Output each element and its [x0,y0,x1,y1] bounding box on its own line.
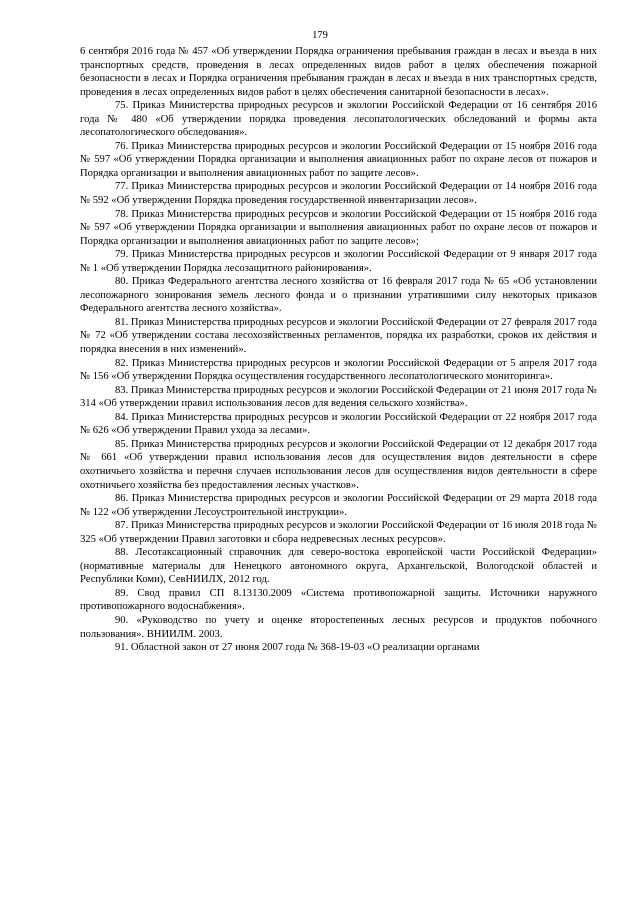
item-number: 76. [115,140,129,152]
item-number: 84. [115,411,129,423]
item-text: Приказ Министерства природных ресурсов и экологии Российской Федерации от 12 декабря 2017 года № 661 «Об утверждении правил использования лесов для осуществления видов деятельности в сфере охотничьего хозяйства и перечня случаев использования лесов для осуществления видов деятельности в сфере охотничьего хозяйства без предоставления лесных участков». [80,438,597,491]
item-text: Приказ Министерства природных ресурсов и экологии Российской Федерации от 16 сентября 2016 года № 480 «Об утверждении порядка проведения лесопатологических обследований и формы акта лесопатологического обследования». [80,100,597,139]
list-item-88 [80,546,597,587]
item-number: 81. [115,316,129,328]
item-number: 79. [115,249,129,261]
list-item-90 [80,614,597,641]
item-number: 86. [115,493,129,505]
item-number: 83. [115,384,129,396]
item-text: Областной закон от 27 июня 2007 года № 368-19-03 «О реализации органами [130,642,480,654]
item-text: Свод правил СП 8.13130.2009 «Система противопожарной защиты. Источники наружного противопожарного водоснабжения». [80,587,597,613]
item-text: Лесотаксационный справочник для северо-востока европейской части Российской Федерации» (нормативные материалы для Ненецкого автономного округа, Архангельской, Вологодской областей и Республики Коми), СевНИИЛХ, 2012 год. [80,547,597,586]
list-item-84 [80,411,597,438]
item-number: 87. [115,520,129,532]
list-item-77 [80,180,597,207]
item-number: 82. [115,357,129,369]
list-item-87 [80,519,597,546]
list-item-81 [80,316,597,357]
item-text: Приказ Министерства природных ресурсов и экологии Российской Федерации от 16 июля 2018 года № 325 «Об утверждении Правил заготовки и сбора недревесных лесных ресурсов». [80,520,597,545]
list-item-80 [80,275,597,316]
list-item-86 [80,492,597,519]
list-item-78 [80,208,597,249]
item-text: «Руководство по учету и оценке второстепенных лесных ресурсов и продуктов побочного пользования». ВНИИЛМ. 2003. [80,614,597,640]
paragraph-text: 6 сентября 2016 года № 457 «Об утверждении Порядка ограничения пребывания граждан в лесах и въезда в них транспортных средств, проведения в лесах определенных видов работ в целях обеспечения пожарной безопасности в лесах и Порядка ограничения пребывания граждан в лесах и въезда в них транспортных средств, проведения в лесах определенных видов работ в целях обеспечения санитарной безопасности в лесах». [80,46,597,98]
item-text: Приказ Министерства природных ресурсов и экологии Российской Федерации от 9 января 2017 года № 1 «Об утверждении Порядка лесозащитного районирования». [80,249,597,274]
item-text: Приказ Министерства природных ресурсов и экологии Российской Федерации от 27 февраля 2017 года № 72 «Об утверждении состава лесохозяйственных регламентов, порядка их разработки, сроков их действия и порядка внесения в них изменений». [80,316,597,356]
item-text: Приказ Министерства природных ресурсов и экологии Российской Федерации от 14 ноября 2016 года № 592 «Об утверждении Порядка проведения государственной инвентаризации лесов». [80,181,597,207]
list-item-83 [80,384,597,411]
item-text: Приказ Министерства природных ресурсов и экологии Российской Федерации от 15 ноября 2016 года № 597 «Об утверждении Порядка организации и выполнения авиационных работ по охране лесов от пожаров и Порядка организации и выполнения авиационных работ по защите лесов»; [80,208,597,247]
item-number: 90. [115,614,129,626]
item-number: 89. [115,587,129,599]
item-text: Приказ Федерального агентства лесного хозяйства от 16 февраля 2017 года № 65 «Об установлении лесопожарного зонирования земель лесного фонда и о признании утратившими силу некоторых приказов Федерального агентства лесного хозяйства». [80,276,598,315]
item-text: Приказ Министерства природных ресурсов и экологии Российской Федерации от 5 апреля 2017 года № 156 «Об утверждении Порядка осуществления государственного лесопатологического мониторинга». [80,357,597,383]
page-number: 179 [312,30,328,41]
list-item-85 [80,438,597,492]
list-item-76 [80,140,597,181]
item-text: Приказ Министерства природных ресурсов и экологии Российской Федерации от 15 ноября 2016 года № 597 «Об утверждении Порядка организации и выполнения авиационных работ по охране лесов от пожаров и Порядка организации и выполнения авиационных работ по защите лесов». [80,140,597,179]
item-number: 88. [115,547,129,559]
item-number: 80. [115,276,129,288]
item-number: 85. [115,438,129,450]
list-item-89 [80,587,597,614]
paragraph-continuation [80,45,597,99]
item-text: Приказ Министерства природных ресурсов и экологии Российской Федерации от 22 ноября 2017 года № 626 «Об утверждении Правил ухода за лесами». [80,411,597,437]
item-number: 91. [115,642,129,654]
item-text: Приказ Министерства природных ресурсов и экологии Российской Федерации от 29 марта 2018 года № 122 «Об утверждении Лесоустроительной инструкции». [80,493,597,518]
list-item-75 [80,99,597,140]
item-text: Приказ Министерства природных ресурсов и экологии Российской Федерации от 21 июня 2017 года № 314 «Об утверждении правил использования лесов для ведения сельского хозяйства». [80,384,597,410]
document-body [80,45,597,655]
list-item-82 [80,357,597,384]
list-item-79 [80,248,597,275]
item-number: 75. [115,100,129,112]
list-item-91 [80,641,597,655]
item-number: 78. [115,208,129,220]
item-number: 77. [115,181,129,193]
